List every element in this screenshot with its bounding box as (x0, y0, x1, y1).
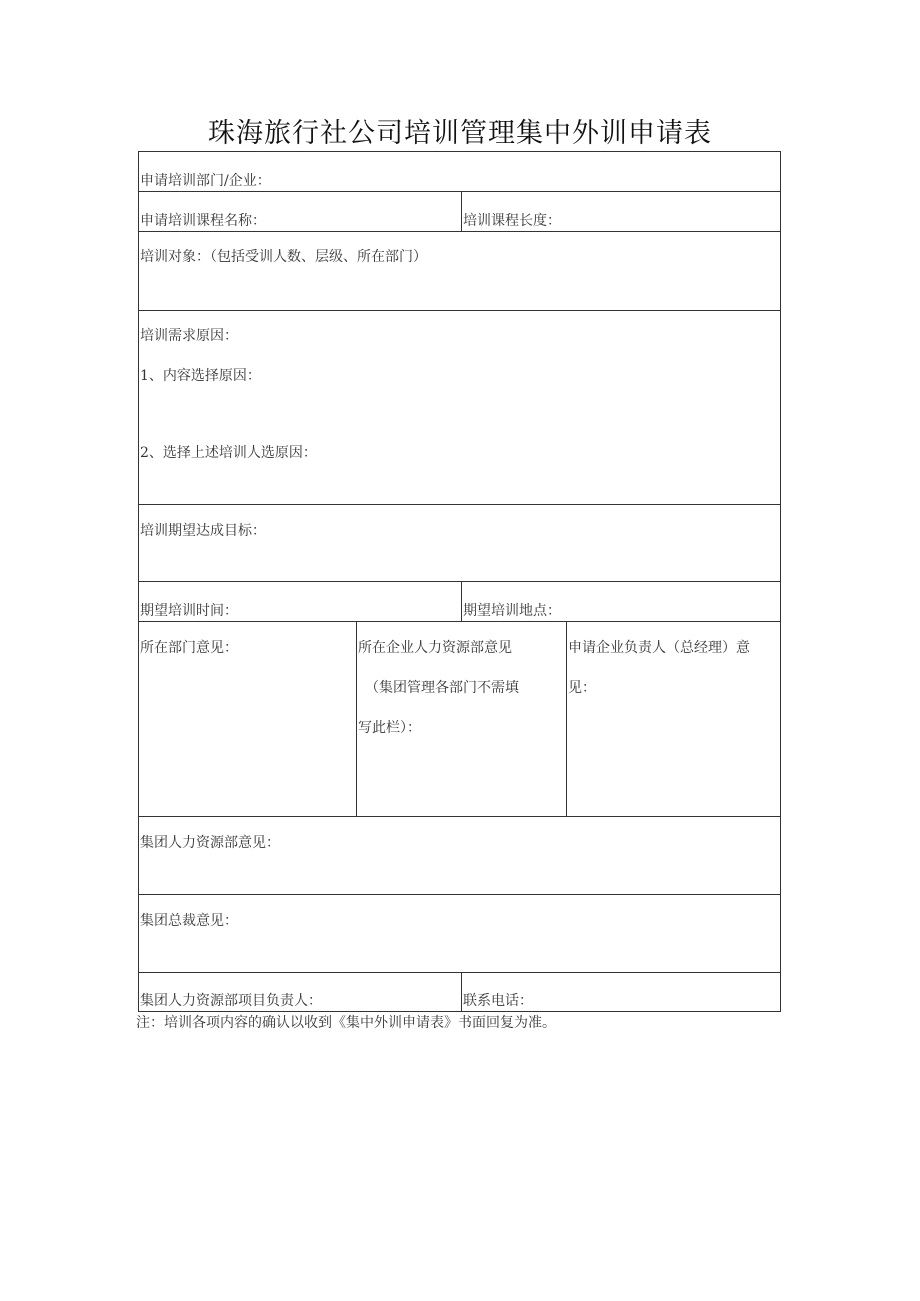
reason-title-label: 培训需求原因： (140, 328, 238, 344)
dept-opinion-label: 所在部门意见： (140, 640, 238, 656)
group-hr-opinion-cell[interactable] (138, 816, 781, 895)
ceo-opinion-label: 集团总裁意见： (140, 913, 238, 929)
gm-opinion-cell[interactable] (566, 621, 781, 817)
page-title: 珠海旅行社公司培训管理集中外训申请表 (208, 118, 712, 149)
goal-cell[interactable] (138, 504, 781, 582)
hr-opinion-cell[interactable] (356, 621, 567, 817)
reason-person-label: 2、选择上述培训人选原因： (140, 445, 317, 461)
reason-content-label: 1、内容选择原因： (140, 368, 261, 384)
group-hr-opinion-label: 集团人力资源部意见： (140, 835, 280, 851)
course-name-label: 申请培训课程名称： (140, 213, 266, 229)
phone-label: 联系电话： (463, 993, 533, 1009)
course-name-cell[interactable] (138, 191, 462, 232)
audience-cell[interactable] (138, 231, 781, 311)
footnote: 注：培训各项内容的确认以收到《集中外训申请表》书面回复为准。 (136, 1015, 556, 1031)
hr-opinion-line1: 所在企业人力资源部意见 (358, 640, 512, 656)
project-owner-cell[interactable] (138, 972, 462, 1012)
ceo-opinion-cell[interactable] (138, 894, 781, 973)
goal-label: 培训期望达成目标： (140, 523, 266, 539)
gm-opinion-line2: 见： (568, 680, 596, 696)
gm-opinion-line1: 申请企业负责人（总经理）意 (568, 640, 750, 656)
expected-time-cell[interactable] (138, 581, 462, 622)
dept-opinion-cell[interactable] (138, 621, 357, 817)
course-length-cell[interactable] (461, 191, 781, 232)
reason-cell[interactable] (138, 310, 781, 505)
course-length-label: 培训课程长度： (463, 213, 561, 229)
application-form (138, 151, 781, 1012)
expected-time-label: 期望培训时间： (140, 603, 238, 619)
expected-place-cell[interactable] (461, 581, 781, 622)
expected-place-label: 期望培训地点： (463, 603, 561, 619)
department-label: 申请培训部门/企业： (140, 173, 271, 189)
hr-opinion-line3: 写此栏）： (358, 720, 421, 736)
phone-cell[interactable] (461, 972, 781, 1012)
hr-opinion-line2: （集团管理各部门不需填 (365, 680, 519, 696)
department-cell[interactable] (138, 151, 781, 192)
audience-label: 培训对象：（包括受训人数、层级、所在部门） (140, 249, 427, 265)
project-owner-label: 集团人力资源部项目负责人： (140, 993, 322, 1009)
